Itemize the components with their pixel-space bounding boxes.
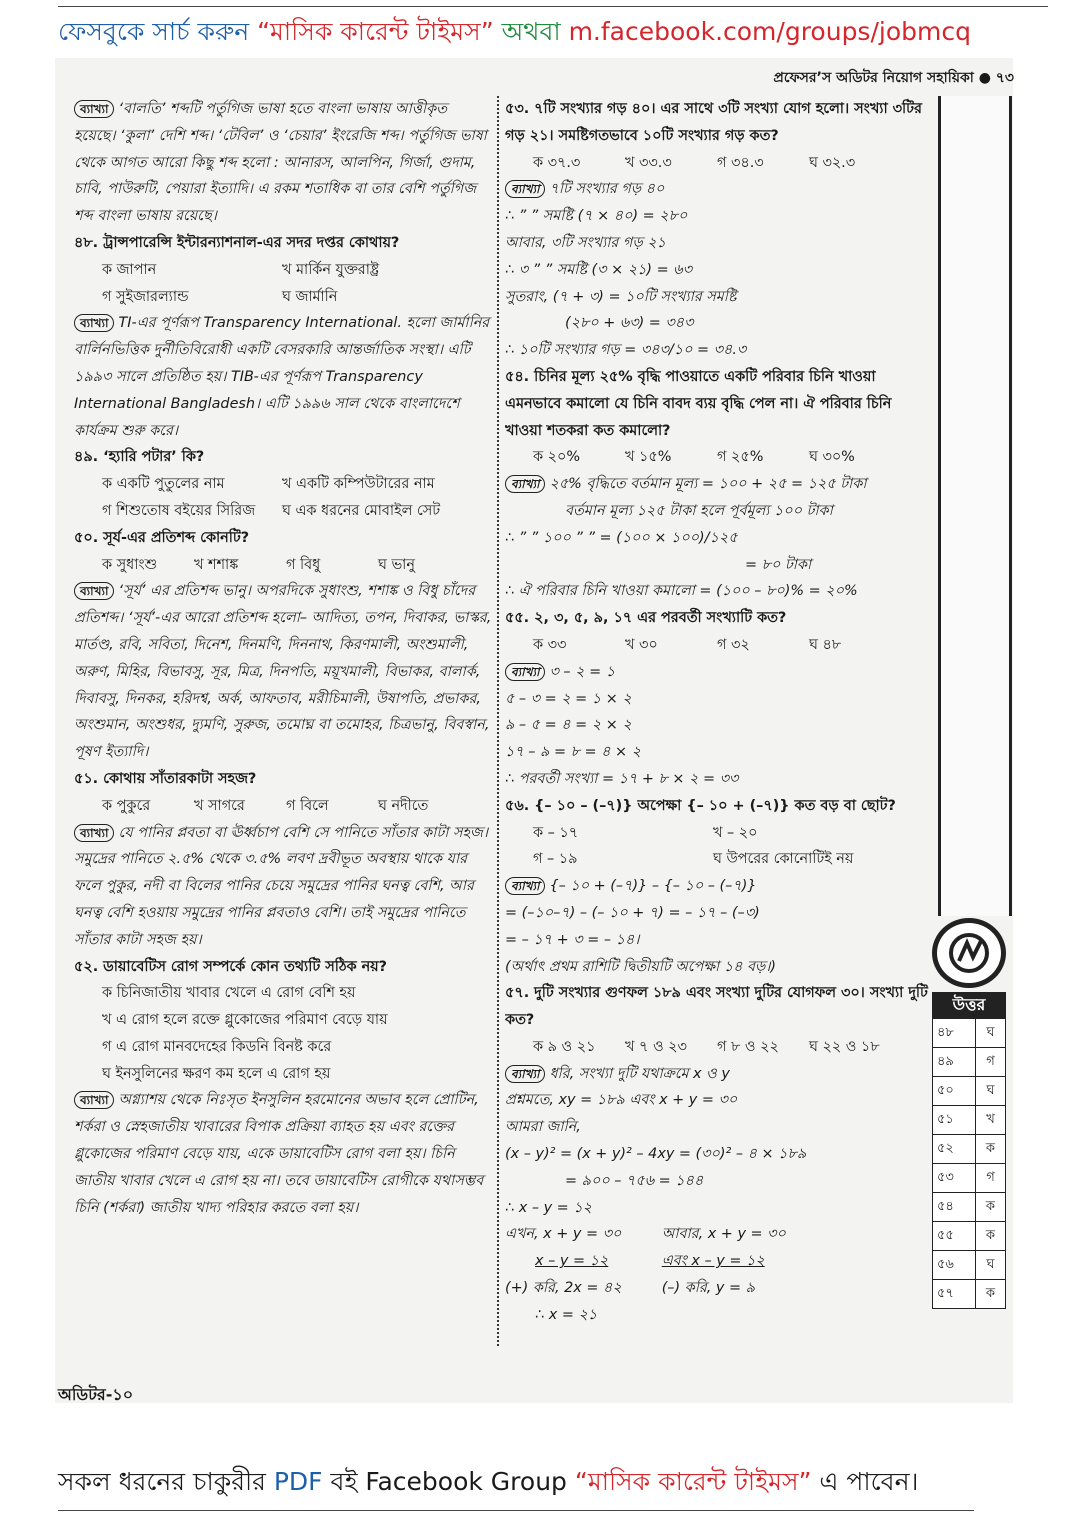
answer-row [933,1251,1006,1280]
option: খ এ রোগ হলে রক্তে গ্লুকোজের পরিমাণ বেড়ে যায় [102,1012,388,1029]
option: ঘ ইনসুলিনের ক্ষরণ কম হলে এ রোগ হয় [102,1065,331,1082]
answer-row [933,1135,1006,1164]
question-55: ৫৫. ২, ৩, ৫, ৯, ১৭ এর পরবর্তী সংখ্যাটি কত? [505,610,787,627]
option: ঘ ৪৮ [809,636,842,653]
question-54: ৫৪. চিনির মূল্য ২৫% বৃদ্ধি পাওয়াতে একটি পরিবার চিনি খাওয়া এমনভাবে কমালো যে চিনি বাবদ ব্যয় বৃদ্ধি পেল না। ঐ পরিবার চিনি খাওয়া শতকরা কত কমালো? [505,368,892,439]
bottom-pdf: PDF [273,1467,323,1496]
bottom-rule [58,1510,974,1511]
option: গ বিলে [286,797,329,814]
explanation-47: ব্যাখ্যা ‘বালতি’ শব্দটি পর্তুগিজ ভাষা হতে বাংলা ভাষায় আত্তীকৃত হয়েছে। ‘কুলা’ দেশি শব্দ। ‘টেবিল’ ও ‘চেয়ার’ ইংরেজি শব্দ। পর্তুগিজ ভাষা থেকে আগত আরো কিছু শব্দ হলো : আনারস, আলপিন, গির্জা, গুদাম, চাবি, পাউরুটি, পেয়ারা ইত্যাদি। এ রকম শতাধিক বা তার বেশি পর্তুগিজ শব্দ বাংলা ভাষায় রয়েছে। [74,101,487,225]
answer-row [933,1222,1006,1251]
options-49 [74,471,492,525]
answer-question-number: ৫২ [933,1135,976,1164]
answer-title: উত্তর [932,992,1006,1018]
explanation-50: ব্যাখ্যা ‘সূর্য’ এর প্রতিশব্দ ভানু। অপরদিকে সুধাংশু, শশাঙ্ক ও বিধু চাঁদের প্রতিশব্দ। ‘সূর্য’-এর আরো প্রতিশব্দ হলো– আদিত্য, তপন, দিবাকর, ভাস্কর, মার্তণ্ড, রবি, সবিতা, দিনেশ, দিনমণি, দিননাথ, কিরণমালী, অংশুমালী, অরুণ, মিহির, বিভাবসু, সূর, মিত্র, দিনপতি, ময়ূখমালী, বিভাকর, বালার্ক, দিবাবসু, দিনকর, হরিদশ্ব, অর্ক, আফতাব, মরীচিমালী, উষাপতি, প্রভাকর, অংশুমান, অংশুধর, দ্যুমণি, সুরুজ, তমোঘ্ন বা তমোহর, চিত্রভানু, বিবস্বান, পূষণ ইত্যাদি। [74,583,492,761]
question-57: ৫৭. দুটি সংখ্যার গুণফল ১৮৯ এবং সংখ্যা দুটির যোগফল ৩০। সংখ্যা দুটি কত? [505,985,928,1029]
option: ঘ ২২ ও ১৮ [809,1038,880,1055]
option: গ ৮ ও ২২ [717,1038,779,1055]
publisher-logo-icon [932,918,1006,988]
option: ক পুকুরে [102,797,151,814]
answer-choice: ঘ [975,1077,1005,1106]
option: গ ৩৪.৩ [717,154,764,171]
option: ঘ ভানু [378,556,415,573]
explanation-51: ব্যাখ্যা যে পানির প্লবতা বা ঊর্ধ্বচাপ বেশি সে পানিতে সাঁতার কাটা সহজ। সমুদ্রের পানিতে ২.৫% থেকে ৩.৫% লবণ দ্রবীভূত অবস্থায় থাকে যার ফলে পুকুর, নদী বা বিলের পানির চেয়ে সমুদ্রের পানির ঘনত্ব বেশি, আর ঘনত্ব বেশি হওয়ায় সমুদ্রের পানির প্লবতাও বেশি। তাই সমুদ্রের পানিতে সাঁতার কাটা সহজ হয়। [74,824,489,948]
bottom-group-name: “মাসিক কারেন্ট টাইমস” [574,1467,812,1496]
option: খ একটি কম্পিউটারের নাম [282,476,435,493]
option: ক একটি পুতুলের নাম [102,476,225,493]
top-rule [58,6,1048,7]
answer-choice: ক [975,1222,1005,1251]
explanation-badge: ব্যাখ্যা [74,1091,114,1109]
options-54 [505,444,930,471]
explanation-55: ব্যাখ্যা ৩ – ২ = ১ ৫ – ৩ = ২ = ১ × ২ ৯ – ৫ = ৪ = ২ × ২ ১৭ – ৯ = ৮ = ৪ × ২ ∴ পরবর্তী সংখ্যা = ১৭ + ৮ × ২ = ৩৩ [505,663,739,787]
option: ঘ উপরের কোনোটিই নয় [713,851,854,868]
question-50: ৫০. সূর্য-এর প্রতিশব্দ কোনটি? [74,529,250,546]
banner-url[interactable]: m.facebook.com/groups/jobmcq [568,17,971,46]
option: খ ১৫% [625,449,672,466]
explanation-48: ব্যাখ্যা TI-এর পূর্ণরূপ Transparency International. হলো জার্মানির বার্লিনভিত্তিক দুর্নীতিবিরোধী একটি বেসরকারি আন্তর্জাতিক সংস্থা। এটি ১৯৯৩ সালে প্রতিষ্ঠিত হয়। TIB-এর পূর্ণরূপ Transparency International Bangladesh। এটি ১৯৯৬ সাল থেকে বাংলাদেশে কার্যক্রম শুরু করে। [74,315,490,439]
answer-question-number: ৫৫ [933,1222,976,1251]
answer-choice: ক [975,1280,1005,1309]
right-column [505,96,930,1351]
explanation-badge: ব্যাখ্যা [74,582,114,600]
options-52 [74,980,492,1087]
answer-table [932,1018,1006,1309]
explanation-54: ব্যাখ্যা ২৫% বৃদ্ধিতে বর্তমান মূল্য = ১০০ + ২৫ = ১২৫ টাকা বর্তমান মূল্য ১২৫ টাকা হলে পূর্বমূল্য ১০০ টাকা ∴ ” ” ১০০ ” ” = (১০০ × ১০০)/১২৫ = ৮০ টাকা ∴ ঐ পরিবার চিনি খাওয়া কমালো = (১০০ – ৮০)% = ২০% [505,476,867,600]
question-52: ৫২. ডায়াবেটিস রোগ সম্পর্কে কোন তথ্যটি সঠিক নয়? [74,958,388,975]
option: ঘ ৩২.৩ [809,154,856,171]
bottom-banner [58,1462,988,1505]
option: গ শিশুতোষ বইয়ের সিরিজ [102,502,256,519]
answer-row [933,1280,1006,1309]
options-51 [74,793,492,820]
bottom-text-1: সকল ধরনের চাকুরীর [58,1467,266,1496]
answer-row [933,1164,1006,1193]
answer-row [933,1077,1006,1106]
banner-group-name: “মাসিক কারেন্ট টাইমস” [257,17,494,46]
answer-question-number: ৫৭ [933,1280,976,1309]
option: খ – ২০ [713,824,758,841]
option: খ ৩৩.৩ [625,154,672,171]
option: ক সুধাংশু [102,556,157,573]
answer-question-number: ৫১ [933,1106,976,1135]
explanation-badge: ব্যাখ্যা [505,1065,545,1083]
options-57 [505,1034,930,1061]
answer-question-number: ৪৯ [933,1048,976,1077]
question-51: ৫১. কোথায় সাঁতারকাটা সহজ? [74,770,257,787]
explanation-badge: ব্যাখ্যা [74,314,114,332]
explanation-badge: ব্যাখ্যা [505,180,545,198]
side-strip [938,96,1012,916]
answer-question-number: ৫৪ [933,1193,976,1222]
option: ক চিনিজাতীয় খাবার খেলে এ রোগ বেশি হয় [102,985,356,1002]
answer-row [933,1019,1006,1048]
question-49: ৪৯. ‘হ্যারি পটার’ কি? [74,449,205,466]
option: ঘ জার্মানি [282,288,338,305]
options-50 [74,552,492,579]
answer-choice: গ [975,1164,1005,1193]
option: গ ৩২ [717,636,750,653]
explanation-badge: ব্যাখ্যা [74,824,114,842]
option: ক ৩৭.৩ [533,154,581,171]
answer-choice: ঘ [975,1251,1005,1280]
options-48 [74,257,492,311]
logo-mark-icon [937,923,1001,983]
option: ঘ নদীতে [378,797,429,814]
question-48: ৪৮. ট্রান্সপারেন্সি ইন্টারন্যাশনাল-এর সদর দপ্তর কোথায়? [74,234,400,251]
answer-row [933,1106,1006,1135]
running-head: প্রফেসর’স অডিটর নিয়োগ সহায়িকা ● ৭৩ [773,70,1014,86]
answer-choice: খ [975,1106,1005,1135]
answer-question-number: ৫৬ [933,1251,976,1280]
question-53: ৫৩. ৭টি সংখ্যার গড় ৪০। এর সাথে ৩টি সংখ্যা যোগ হলো। সংখ্যা ৩টির গড় ২১। সমষ্টিগতভাবে ১০টি সংখ্যার গড় কত? [505,101,922,144]
option: ঘ এক ধরনের মোবাইল সেট [282,502,441,519]
explanation-57: ব্যাখ্যা ধরি, সংখ্যা দুটি যথাক্রমে x ও y প্রশ্নমতে, xy = ১৮৯ এবং x + y = ৩০ আমরা জানি, (x – y)² = (x + y)² – 4xy = (৩০)² – ৪ × ১৮৯ = ৯০০ – ৭৫৬ = ১৪৪ ∴ x – y = ১২ এখন, x + y = ৩০ x – y = ১২ (+) করি, 2x = ৪২ ∴ x = ২১ আবার, x + y = ৩০ এবং x – y = ১২ (–) করি, y = ৯ [505,1065,807,1323]
option: ক ৯ ও ২১ [533,1038,596,1055]
answer-row [933,1193,1006,1222]
answer-choice: ক [975,1135,1005,1164]
explanation-badge: ব্যাখ্যা [505,663,545,681]
bottom-text-2: বই Facebook Group [330,1467,567,1496]
column-divider [497,96,499,1346]
answer-choice: ক [975,1193,1005,1222]
answer-question-number: ৫৩ [933,1164,976,1193]
answer-panel [932,96,1008,1416]
option: ক – ১৭ [533,824,579,841]
banner-or-text: অথবা [501,17,561,46]
option: খ ৭ ও ২৩ [625,1038,687,1055]
option: ক জাপান [102,261,157,278]
answer-choice: ঘ [975,1019,1005,1048]
explanation-badge: ব্যাখ্যা [505,475,545,493]
explanation-52: ব্যাখ্যা অগ্ন্যাশয় থেকে নিঃসৃত ইনসুলিন হরমোনের অভাব হলে প্রোটিন, শর্করা ও স্নেহজাতীয় খাবারের বিপাক প্রক্রিয়া ব্যাহত হয় এবং রক্তের গ্লুকোজের পরিমাণ বেড়ে যায়, একে ডায়াবেটিস রোগ বলা হয়। চিনি জাতীয় খাবার খেলে এ রোগ হয় না। তবে ডায়াবেটিস রোগীকে যথাসম্ভব চিনি (শর্করা) জাতীয় খাদ্য পরিহার করতে বলা হয়। [74,1092,484,1216]
option: গ – ১৯ [533,851,578,868]
option: খ ৩০ [625,636,658,653]
top-banner [58,12,1048,52]
answer-question-number: ৫০ [933,1077,976,1106]
question-56: ৫৬. {– ১০ – (–৭)} অপেক্ষা {– ১০ + (–৭)} কত বড় বা ছোট? [505,797,896,814]
bottom-text-3: এ পাবেন। [819,1467,919,1496]
option: ক ২০% [533,449,581,466]
option: গ সুইজারল্যান্ড [102,288,189,305]
options-53 [505,150,930,177]
options-56 [505,820,930,874]
options-55 [505,632,930,659]
option: খ মার্কিন যুক্তরাষ্ট্র [282,261,380,278]
left-column [74,96,492,1351]
option: গ এ রোগ মানবদেহের কিডনি বিনষ্ট করে [102,1038,332,1055]
answer-question-number: ৪৮ [933,1019,976,1048]
answer-choice: গ [975,1048,1005,1077]
explanation-56: ব্যাখ্যা {– ১০ + (–৭)} – {– ১০ – (–৭)} = (–১০–৭) – (– ১০ + ৭) = – ১৭ – (–৩) = – ১৭ + ৩ = – ১৪। (অর্থাৎ প্রথম রাশিটি দ্বিতীয়টি অপেক্ষা ১৪ বড়।) [505,878,777,975]
explanation-badge: ব্যাখ্যা [505,877,545,895]
option: ঘ ৩০% [809,449,855,466]
option: গ বিধু [286,556,321,573]
option: খ সাগরে [194,797,245,814]
explanation-53: ব্যাখ্যা ৭টি সংখ্যার গড় ৪০ ∴ ” ” সমষ্টি (৭ × ৪০) = ২৮০ আবার, ৩টি সংখ্যার গড় ২১ ∴ ৩ ” ” সমষ্টি (৩ × ২১) = ৬৩ সুতরাং, (৭ + ৩) = ১০টি সংখ্যার সমষ্টি (২৮০ + ৬৩) = ৩৪৩ ∴ ১০টি সংখ্যার গড় = ৩৪৩/১০ = ৩৪.৩ [505,181,747,359]
option: ক ৩৩ [533,636,567,653]
option: গ ২৫% [717,449,764,466]
option: খ শশাঙ্ক [194,556,239,573]
page-footer: অডিটর-১০ [58,1385,134,1404]
banner-search-text: ফেসবুকে সার্চ করুন [58,17,250,46]
answer-row [933,1048,1006,1077]
explanation-badge: ব্যাখ্যা [74,100,114,118]
